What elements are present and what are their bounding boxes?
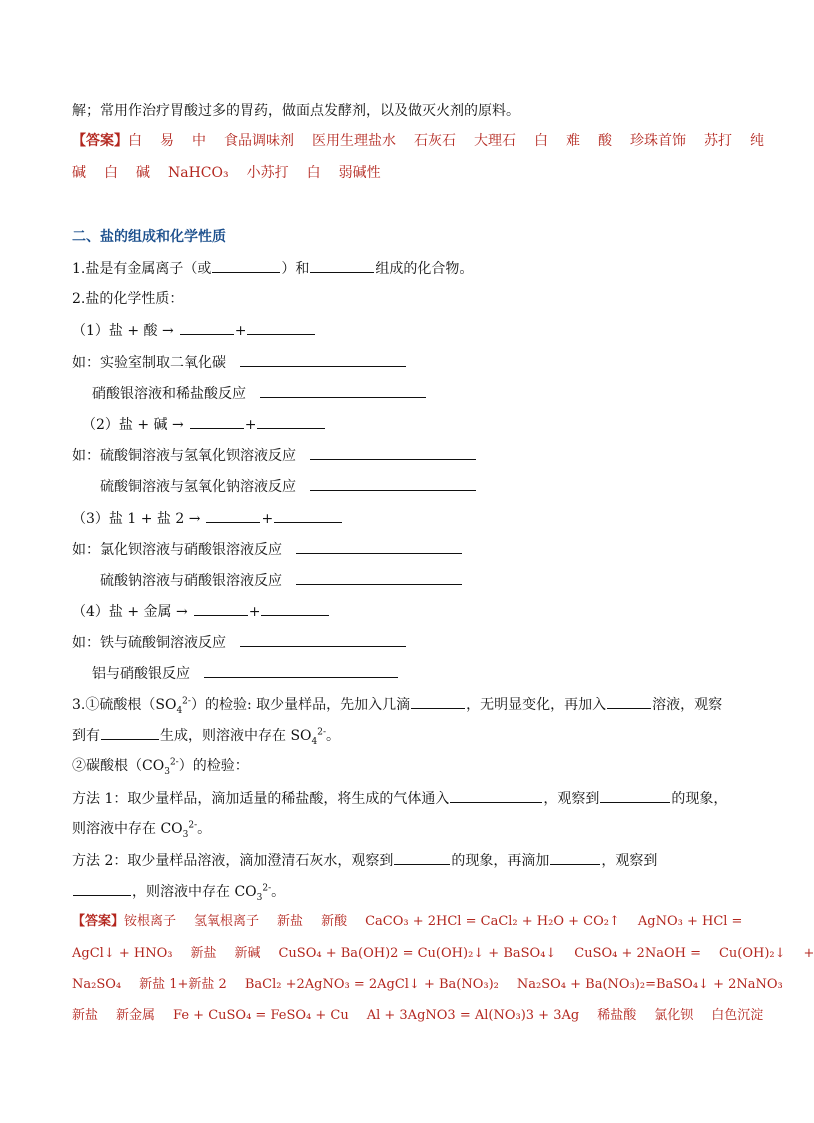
property-3-example-1 — [72, 539, 463, 560]
answer-block-1-line-2 — [72, 163, 381, 183]
text: 如： — [72, 448, 100, 464]
text: 溶液，观察 — [652, 697, 723, 713]
answer-item: 医用生理盐水 — [312, 133, 396, 149]
answer-item: 弱碱性 — [338, 165, 381, 181]
text: 如： — [72, 355, 100, 371]
fill-blank[interactable] — [607, 694, 651, 709]
text: 到有 — [72, 728, 100, 744]
text: 方法 2：取少量样品溶液，滴加澄清石灰水，观察到 — [72, 853, 394, 869]
question-1 — [72, 258, 473, 279]
question-3-carbonate-title — [72, 756, 249, 776]
answer-item: 白 — [534, 133, 548, 149]
text: 铁与硫酸铜溶液反应 — [100, 635, 226, 651]
section-heading: 二、盐的组成和化学性质 — [72, 229, 226, 245]
text: 的现象， — [671, 791, 728, 807]
answer-label: 【答案】 — [72, 133, 128, 149]
text: ，则溶液中存在 CO — [132, 884, 257, 900]
subscript: 3 — [256, 892, 263, 903]
answer-item: Fe + CuSO₄ = FeSO₄ + Cu — [173, 1008, 349, 1023]
answer-list — [72, 1008, 763, 1023]
text: 硝酸银溶液和稀盐酸反应 — [92, 386, 246, 402]
fill-blank[interactable] — [261, 601, 329, 616]
answer-item: Cu(OH)₂↓ — [718, 946, 786, 961]
property-3-equation — [72, 508, 343, 529]
answer-item: 新碱 — [234, 946, 261, 961]
answer-item: 白 — [306, 165, 321, 181]
answer-item: CuSO₄ + 2NaOH = — [574, 946, 701, 961]
fill-blank[interactable] — [310, 258, 374, 273]
question-3-sulfate-line-2 — [72, 725, 340, 746]
answer-item: 中 — [192, 133, 206, 149]
method-2-line-2 — [72, 881, 285, 902]
text: 。 — [197, 821, 212, 837]
property-2-example-2 — [100, 476, 477, 497]
intro-explanation: 解；常用作治疗胃酸过多的胃药，做面点发酵剂，以及做灭火剂的原料。 — [72, 103, 520, 119]
subscript: 4 — [176, 705, 183, 716]
answer-item: AgCl↓ + HNO₃ — [72, 946, 173, 961]
text: （4）盐 + 金属 → — [72, 604, 188, 620]
answer-item: 大理石 — [474, 133, 516, 149]
answer-item: 新盐 — [72, 1008, 99, 1023]
text: 硫酸铜溶液与氢氧化钠溶液反应 — [100, 479, 296, 495]
fill-blank[interactable] — [190, 414, 244, 429]
fill-blank[interactable] — [310, 476, 476, 491]
fill-blank[interactable] — [296, 570, 462, 585]
plus: + — [261, 511, 274, 527]
text: ）和 — [281, 261, 310, 277]
answer-item: 铵根离子 — [124, 914, 177, 929]
answer-item: 易 — [160, 133, 174, 149]
answer-item: 白色沉淀 — [711, 1008, 764, 1023]
answer-block-2-line-1 — [72, 912, 742, 932]
fill-blank[interactable] — [240, 352, 406, 367]
answer-item: CuSO₄ + Ba(OH)2 = Cu(OH)₂↓ + BaSO₄↓ — [278, 946, 557, 961]
answer-item: 石灰石 — [414, 133, 456, 149]
plus: + — [248, 604, 261, 620]
fill-blank[interactable] — [204, 663, 398, 678]
answer-list — [128, 133, 764, 149]
answer-item: 新金属 — [116, 1008, 156, 1023]
fill-blank[interactable] — [257, 414, 325, 429]
text: 如： — [72, 635, 100, 651]
property-4-example-2 — [92, 663, 399, 684]
text: ）的检验: 取少量样品，先加入几滴 — [190, 697, 411, 713]
property-2-example-1 — [72, 445, 477, 466]
text: 生成，则溶液中存在 SO — [160, 728, 312, 744]
text: 硫酸钠溶液与硝酸银溶液反应 — [100, 573, 282, 589]
answer-item: 碱 — [72, 165, 86, 181]
method-2-line-1 — [72, 850, 657, 871]
answer-item: Al + 3AgNO3 = Al(NO₃)3 + 3Ag — [366, 1008, 580, 1023]
text: （2）盐 + 碱 → — [82, 417, 184, 433]
answer-item: 新酸 — [321, 914, 348, 929]
answer-item: + — [803, 946, 814, 961]
answer-block-1-line-1 — [72, 131, 764, 151]
fill-blank[interactable] — [73, 881, 131, 896]
text: ）的检验： — [178, 758, 249, 774]
plus: + — [234, 323, 247, 339]
answer-list — [72, 946, 814, 961]
answer-block-2-line-4 — [72, 1006, 763, 1026]
superscript: 2- — [262, 883, 272, 894]
subscript: 3 — [182, 829, 189, 840]
answer-item: AgNO₃ + HCl = — [637, 914, 743, 929]
text: 硫酸铜溶液与氢氧化钡溶液反应 — [100, 448, 296, 464]
answer-item: 食品调味剂 — [224, 133, 294, 149]
text: 1.盐是有金属离子（或 — [72, 261, 212, 277]
text: 组成的化合物。 — [375, 261, 474, 277]
answer-item: 碱 — [136, 165, 150, 181]
property-2-equation — [82, 414, 326, 435]
answer-item: 氯化钡 — [654, 1008, 694, 1023]
method-1-line-1 — [72, 788, 727, 809]
answer-item: 稀盐酸 — [597, 1008, 637, 1023]
answer-item: 新盐 — [277, 914, 304, 929]
text: 3.①硫酸根（SO — [72, 697, 177, 713]
question-2-title: 2.盐的化学性质： — [72, 291, 184, 307]
text: 氯化钡溶液与硝酸银溶液反应 — [100, 542, 282, 558]
text: 则溶液中存在 CO — [72, 821, 183, 837]
answer-item: 白 — [104, 165, 118, 181]
subscript: 4 — [311, 736, 318, 747]
answer-item: 珍珠首饰 — [630, 133, 686, 149]
fill-blank[interactable] — [240, 632, 406, 647]
fill-blank[interactable] — [247, 320, 315, 335]
subscript: 3 — [164, 766, 170, 777]
text: ，无明显变化，再加入 — [466, 697, 607, 713]
fill-blank[interactable] — [296, 539, 462, 554]
text: ，观察到 — [601, 853, 658, 869]
property-1-equation — [72, 320, 316, 341]
text: ，观察到 — [543, 791, 600, 807]
answer-item: 苏打 — [704, 133, 732, 149]
superscript: 2- — [169, 757, 179, 768]
text: （3）盐 1 + 盐 2 → — [72, 511, 201, 527]
fill-blank[interactable] — [600, 788, 670, 803]
fill-blank[interactable] — [310, 445, 476, 460]
property-3-example-2 — [100, 570, 463, 591]
fill-blank[interactable] — [206, 508, 260, 523]
text: 铝与硝酸银反应 — [92, 666, 190, 682]
answer-item: NaHCO₃ — [168, 165, 229, 181]
plus: + — [244, 417, 257, 433]
answer-item: CaCO₃ + 2HCl = CaCl₂ + H₂O + CO₂↑ — [365, 914, 620, 929]
answer-block-2-line-3 — [72, 975, 783, 995]
question-3-sulfate-line-1 — [72, 694, 722, 715]
answer-list — [124, 914, 742, 929]
answer-item: 小苏打 — [246, 165, 289, 181]
fill-blank[interactable] — [260, 383, 426, 398]
answer-list — [72, 977, 783, 992]
superscript: 2- — [182, 696, 191, 707]
fill-blank[interactable] — [274, 508, 342, 523]
property-4-example-1 — [72, 632, 407, 653]
fill-blank[interactable] — [180, 320, 234, 335]
method-1-line-2 — [72, 819, 211, 839]
answer-item: Na₂SO₄ — [72, 977, 122, 992]
text: 方法 1：取少量样品，滴加适量的稀盐酸，将生成的气体通入 — [72, 791, 450, 807]
fill-blank[interactable] — [101, 725, 159, 740]
text: 实验室制取二氧化碳 — [100, 355, 226, 371]
answer-item: 新盐 1+新盐 2 — [139, 977, 227, 992]
answer-label: 【答案】 — [72, 914, 125, 929]
text: 。 — [326, 728, 341, 744]
answer-item: 氢氧根离子 — [194, 914, 260, 929]
fill-blank[interactable] — [394, 850, 450, 865]
text: 的现象，再滴加 — [451, 853, 550, 869]
text: 如： — [72, 542, 100, 558]
answer-list — [72, 165, 381, 181]
property-1-example-1 — [72, 352, 407, 373]
fill-blank[interactable] — [212, 258, 280, 273]
answer-item: Na₂SO₄ + Ba(NO₃)₂=BaSO₄↓ + 2NaNO₃ — [516, 977, 783, 992]
property-1-example-2 — [92, 383, 427, 404]
superscript: 2- — [188, 820, 198, 831]
property-4-equation — [72, 601, 330, 622]
fill-blank[interactable] — [194, 601, 248, 616]
answer-item: 白 — [128, 133, 142, 149]
answer-item: 难 — [566, 133, 580, 149]
fill-blank[interactable] — [550, 850, 600, 865]
answer-item: 新盐 — [190, 946, 217, 961]
text: 。 — [271, 884, 286, 900]
answer-block-2-line-2 — [72, 944, 814, 964]
text: （1）盐 + 酸 → — [72, 323, 174, 339]
answer-item: 纯 — [750, 133, 764, 149]
text: ②碳酸根（CO — [72, 758, 165, 774]
fill-blank[interactable] — [411, 694, 465, 709]
answer-item: 酸 — [598, 133, 612, 149]
superscript: 2- — [317, 727, 327, 738]
fill-blank[interactable] — [450, 788, 542, 803]
answer-item: BaCl₂ +2AgNO₃ = 2AgCl↓ + Ba(NO₃)₂ — [244, 977, 499, 992]
